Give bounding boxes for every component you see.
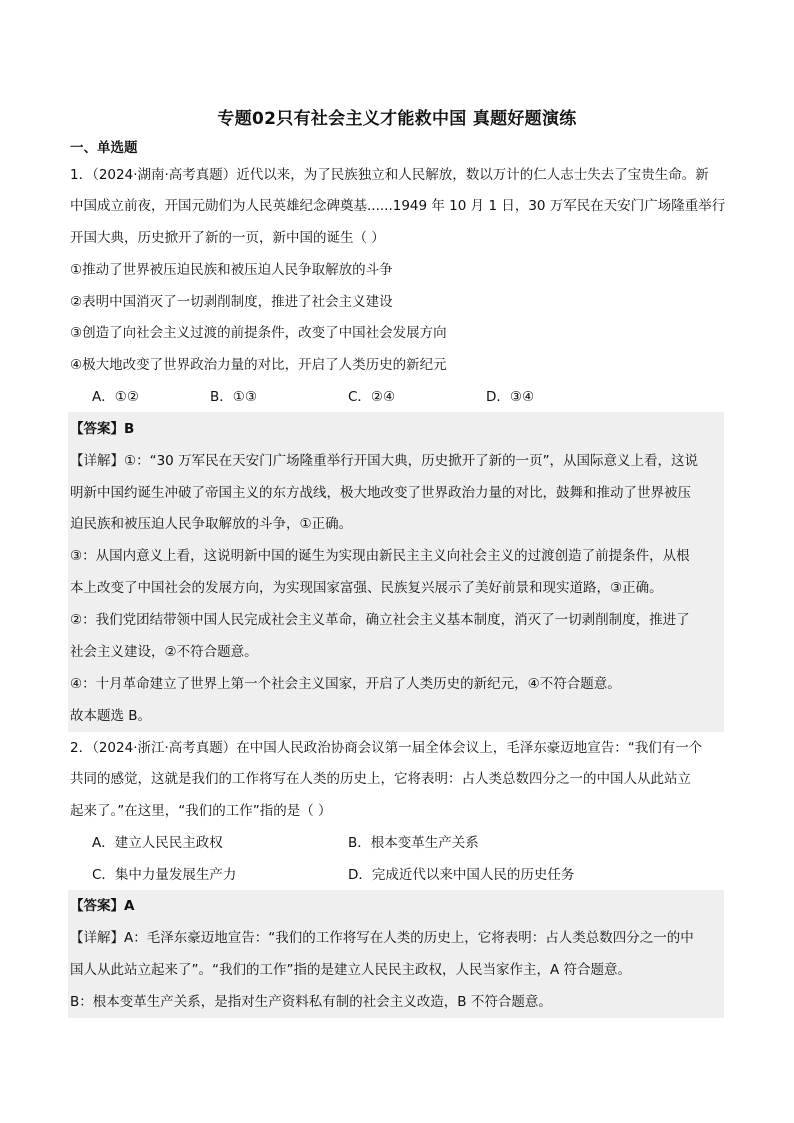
document-title: 专题02只有社会主义才能救中国 真题好题演练	[217, 109, 577, 129]
q1-explanation-line-5: 本上改变了中国社会的发展方向，为实现国家富强、民族复兴展示了美好前景和现实道路，③正确。	[70, 580, 663, 596]
q1-explanation-line-2: 明新中国约诞生冲破了帝国主义的东方战线，极大地改变了世界政治力量的对比，鼓舞和推动了世界被压	[70, 485, 691, 501]
q1-answer: 【答案】B	[70, 421, 135, 437]
q1-stem-line-1: 1．（2024·湖南·高考真题）近代以来，为了民族独立和人民解放，数以万计的仁人志士失去了宝贵生命。新	[70, 167, 709, 183]
q1-stem-line-2: 中国成立前夜，开国元勋们为人民英雄纪念碑奠基......1949 年 10 月 1 日，30 万军民在天安门广场隆重举行	[70, 198, 725, 214]
q2-option-c: C．集中力量发展生产力	[92, 867, 237, 883]
q2-answer: 【答案】A	[70, 898, 135, 914]
q2-stem-line-1: 2．（2024·浙江·高考真题）在中国人民政治协商会议第一届全体会议上，毛泽东豪迈地宣告：“我们有一个	[70, 740, 703, 756]
q1-option-a: A．①②	[92, 389, 139, 405]
section-heading: 一、单选题	[70, 140, 138, 156]
q1-explanation-line-7: 社会主义建设，②不符合题意。	[70, 644, 258, 660]
q1-explanation-line-3: 迫民族和被压迫人民争取解放的斗争，①正确。	[70, 516, 353, 532]
q1-explanation-line-6: ②：我们党团结带领中国人民完成社会主义革命，确立社会主义基本制度，消灭了一切剥削制度，推进了	[70, 612, 690, 628]
q1-explanation-line-8: ④：十月革命建立了世界上第一个社会主义国家，开启了人类历史的新纪元，④不符合题意。	[70, 676, 621, 692]
q1-stem-line-3: 开国大典，历史掀开了新的一页，新中国的诞生（ ）	[70, 230, 385, 246]
q1-statement-3: ③创造了向社会主义过渡的前提条件，改变了中国社会发展方向	[70, 325, 447, 341]
q2-explanation-line-3: B：根本变革生产关系，是指对生产资料私有制的社会主义改造，B 不符合题意。	[70, 994, 552, 1010]
q2-option-d: D．完成近代以来中国人民的历史任务	[348, 867, 575, 883]
q2-option-a: A．建立人民民主政权	[92, 835, 223, 851]
q2-explanation-line-2: 国人从此站立起来了”。“我们的工作”指的是建立人民民主政权，人民当家作主，A 符合题意。	[70, 962, 632, 978]
q1-option-c: C．②④	[348, 389, 396, 405]
q2-stem-line-3: 起来了。”在这里，“我们的工作”指的是（ ）	[70, 803, 332, 819]
q2-option-b: B．根本变革生产关系	[348, 835, 479, 851]
q1-explanation-line-4: ③：从国内意义上看，这说明新中国的诞生为实现由新民主主义向社会主义的过渡创造了前提条件，从根	[70, 548, 690, 564]
q1-statement-1: ①推动了世界被压迫民族和被压迫人民争取解放的斗争	[70, 262, 393, 278]
q1-explanation-line-1: 【详解】①：“30 万军民在天安门广场隆重举行开国大典，历史掀开了新的一页”，从国际意义上看，这说	[70, 453, 699, 469]
q1-explanation-line-9: 故本题选 B。	[70, 708, 152, 724]
q2-stem-line-2: 共同的感觉，这就是我们的工作将写在人类的历史上，它将表明：占人类总数四分之一的中国人从此站立	[70, 771, 691, 787]
q1-statement-4: ④极大地改变了世界政治力量的对比，开启了人类历史的新纪元	[70, 357, 447, 373]
q1-statement-2: ②表明中国消灭了一切剥削制度，推进了社会主义建设	[70, 294, 393, 310]
q2-explanation-line-1: 【详解】A：毛泽东豪迈地宣告：“我们的工作将写在人类的历史上，它将表明：占人类总数四分之一的中	[70, 930, 694, 946]
q1-option-b: B．①③	[210, 389, 257, 405]
q1-option-d: D．③④	[486, 389, 535, 405]
